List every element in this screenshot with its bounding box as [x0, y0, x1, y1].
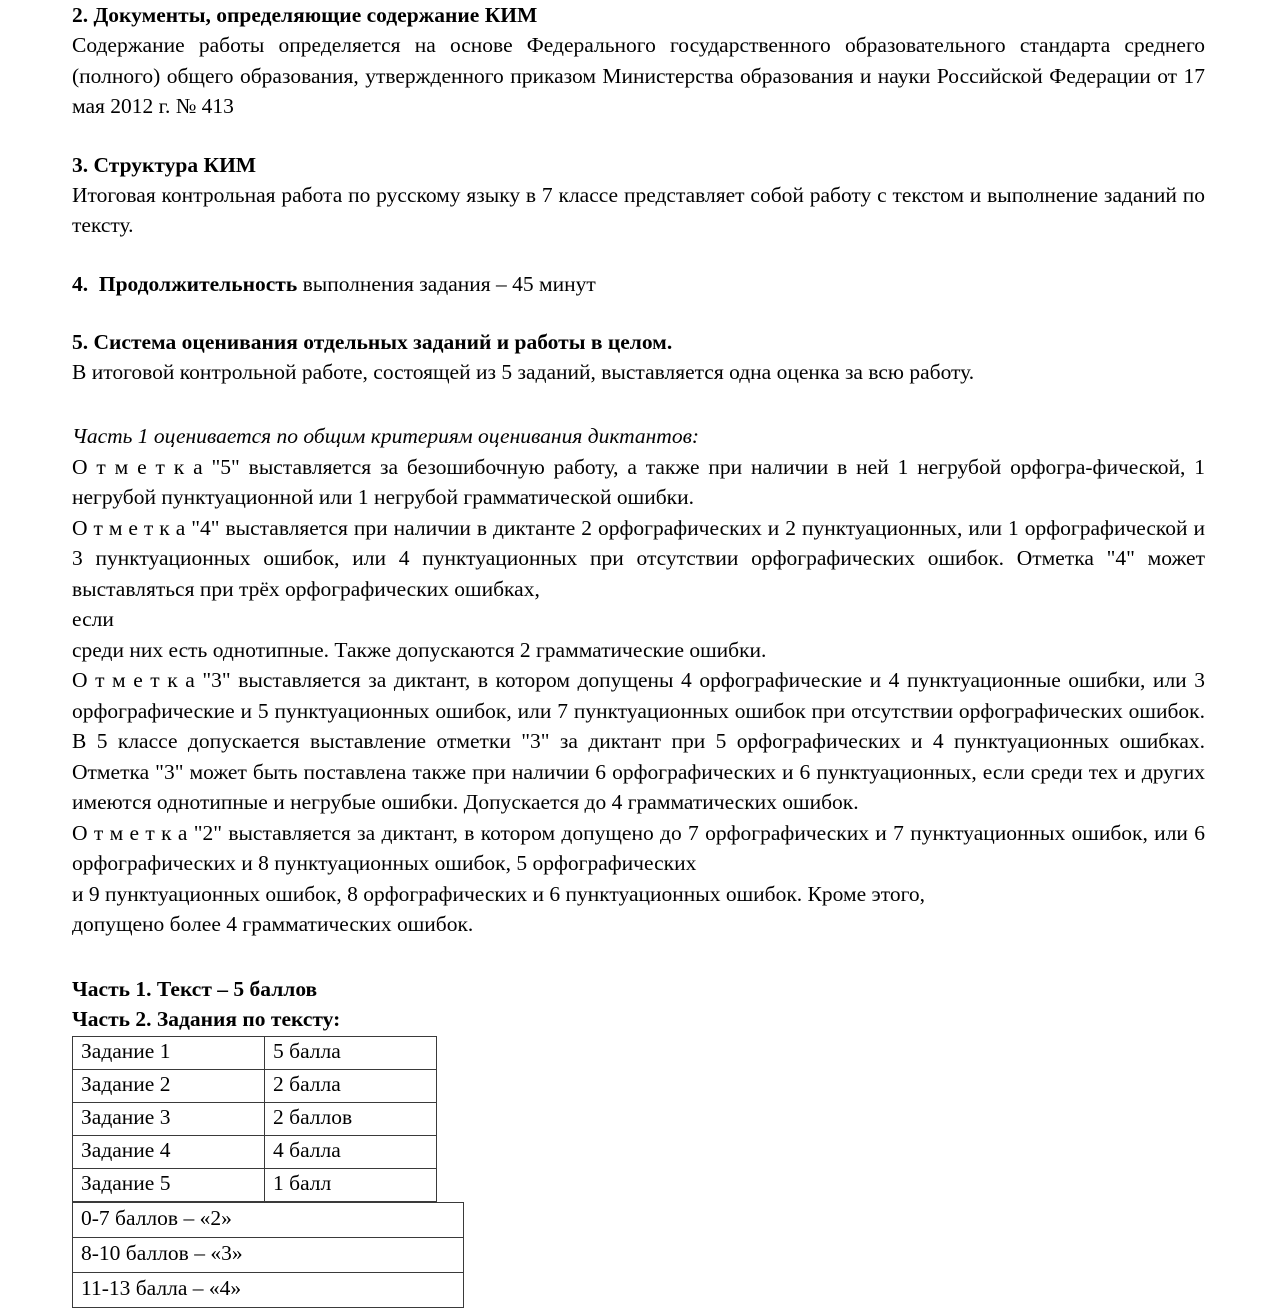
grade-range: 11-13 балла – «4» — [73, 1272, 464, 1307]
table-row — [73, 1135, 437, 1168]
section-3-heading: 3. Структура КИМ — [72, 152, 257, 177]
task-label: Задание 1 — [73, 1036, 265, 1069]
spacer — [72, 241, 1205, 269]
criteria-mark-2-tail-1: и 9 пунктуационных ошибок, 8 орфографических и 6 пунктуационных ошибок. Кроме этого, — [72, 881, 925, 906]
section-2-heading: 2. Документы, определяющие содержание КИМ — [72, 3, 538, 27]
criteria-mark-4: О т м е т к а "4" выставляется при наличии в диктанте 2 орфографических и 2 пунктуационных, или 1 орфографической и 3 пунктуационных ошибок, или 4 пунктуационных при отсутствии орфографических ошибок. Отметка "4" может выставляться при трёх орфографических ошибках, — [72, 515, 1205, 601]
grade-range: 0-7 баллов – «2» — [73, 1202, 464, 1237]
table-row — [73, 1202, 464, 1237]
section-5-body: В итоговой контрольной работе, состоящей из 5 заданий, выставляется одна оценка за всю работу. — [72, 359, 975, 384]
part-2-heading: Часть 2. Задания по тексту: — [72, 1006, 341, 1031]
table-row — [73, 1069, 437, 1102]
spacer — [72, 940, 1205, 974]
task-label: Задание 4 — [73, 1135, 265, 1168]
spacer — [72, 299, 1205, 327]
criteria-mark-5: О т м е т к а "5" выставляется за безошибочную работу, а также при наличии в ней 1 негрубой орфогра-фической, 1 негрубой пунктуационной или 1 негрубой грамматической ошибки. — [72, 454, 1205, 509]
criteria-intro: Часть 1 оценивается по общим критериям оценивания диктантов: — [72, 424, 700, 448]
table-row — [73, 1237, 464, 1272]
grades-table — [72, 1202, 464, 1308]
spacer — [72, 122, 1205, 150]
criteria-mark-2: О т м е т к а "2" выставляется за диктант, в котором допущено до 7 орфографических и 7 пунктуационных ошибок, или 6 орфографических и 8 пунктуационных ошибок, 5 орфографических — [72, 820, 1205, 875]
criteria-mark-4-tail-1: если — [72, 607, 114, 631]
criteria-mark-4-tail-2: среди них есть однотипные. Также допускаются 2 грамматические ошибки. — [72, 637, 767, 662]
section-5-heading: 5. Система оценивания отдельных заданий и работы в целом. — [72, 329, 673, 354]
tasks-table — [72, 1036, 437, 1202]
task-points: 2 баллов — [265, 1102, 437, 1135]
table-row — [73, 1102, 437, 1135]
tasks-table-wrapper — [72, 1036, 1205, 1202]
task-label: Задание 3 — [73, 1102, 265, 1135]
table-row — [73, 1272, 464, 1307]
section-3-body: Итоговая контрольная работа по русскому языку в 7 классе представляет собой работу с текстом и выполнение заданий по тексту. — [72, 182, 1205, 237]
section-4-rest: выполнения задания – 45 минут — [297, 271, 596, 296]
section-4-bold-part: Продолжительность — [98, 271, 298, 296]
task-points: 4 балла — [265, 1135, 437, 1168]
task-points: 5 балла — [265, 1036, 437, 1069]
task-points: 1 балл — [265, 1168, 437, 1201]
task-label: Задание 2 — [73, 1069, 265, 1102]
section-2-body: Содержание работы определяется на основе Федерального государственного образовательного стандарта среднего (полного) общего образования, утвержденного приказом Министерства образования и науки Российской Федерации от 17 мая 2012 г. № 413 — [72, 33, 1205, 118]
grades-table-wrapper — [72, 1202, 1205, 1308]
table-row — [73, 1168, 437, 1201]
section-4-number: 4. — [72, 271, 89, 296]
criteria-mark-3: О т м е т к а "3" выставляется за диктант, в котором допущены 4 орфографические и 4 пунктуационные ошибки, или 3 орфографические и 5 пунктуационных ошибок, или 7 пунктуационных ошибок при отсутствии орфографических ошибок. В 5 классе допускается выставление отметки "3" за диктант при 5 орфографических и 4 пунктуационных ошибках. Отметка "3" может быть поставлена также при наличии 6 орфографических и 6 пунктуационных, если среди тех и других имеются однотипные и негрубые ошибки. Допускается до 4 грамматических ошибок. — [72, 668, 1205, 814]
part-1-heading: Часть 1. Текст – 5 баллов — [72, 976, 318, 1001]
task-label: Задание 5 — [73, 1168, 265, 1201]
criteria-mark-2-tail-2: допущено более 4 грамматических ошибок. — [72, 912, 474, 936]
section-4-heading — [72, 269, 1205, 299]
spacer — [72, 387, 1205, 421]
grade-range: 8-10 баллов – «3» — [73, 1237, 464, 1272]
task-points: 2 балла — [265, 1069, 437, 1102]
table-row — [73, 1036, 437, 1069]
